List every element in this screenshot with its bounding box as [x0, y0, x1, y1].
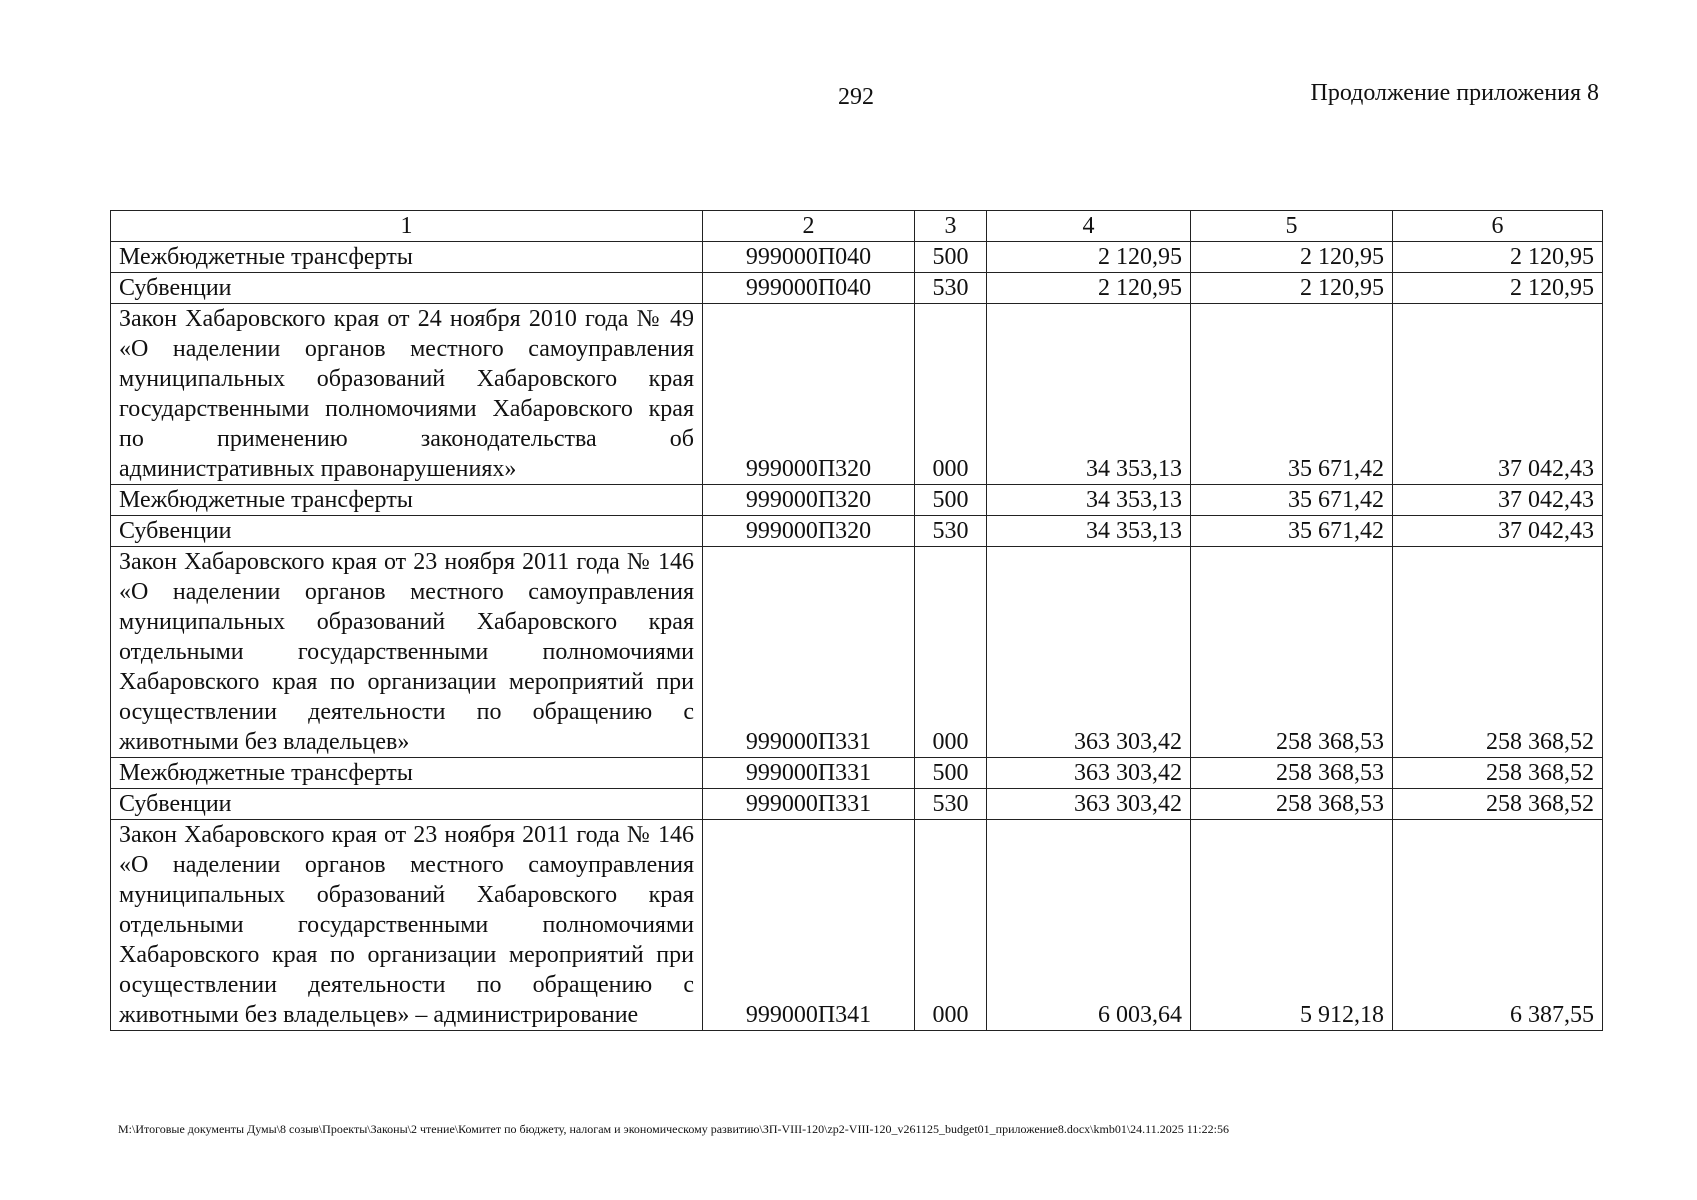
table-row: [111, 516, 1603, 547]
row-type: 500: [915, 485, 987, 516]
row-code: 999000П331: [703, 758, 915, 789]
row-value-4: 6 003,64: [987, 820, 1191, 1031]
row-name: Закон Хабаровского края от 24 ноября 2010 года № 49 «О наделении органов местного самоуправления муниципальных образований Хабаровского края государственными полномочиями Хабаровского края по применению законодательства об административных правонарушениях»: [111, 304, 703, 485]
table-row: [111, 820, 1603, 1031]
row-type: 530: [915, 789, 987, 820]
budget-table: [110, 210, 1603, 1031]
row-value-6: 258 368,52: [1393, 547, 1603, 758]
row-name: Закон Хабаровского края от 23 ноября 2011 года № 146 «О наделении органов местного самоуправления муниципальных образований Хабаровского края отдельными государственными полномочиями Хабаровского края по организации мероприятий при осуществлении деятельности по обращению с животными без владельцев» – администрирование: [111, 820, 703, 1031]
table-row: [111, 547, 1603, 758]
row-code: 999000П040: [703, 273, 915, 304]
row-value-6: 37 042,43: [1393, 304, 1603, 485]
row-name: Межбюджетные трансферты: [111, 758, 703, 789]
row-name: Субвенции: [111, 516, 703, 547]
footer-file-path: M:\Итоговые документы Думы\8 созыв\Проекты\Законы\2 чтение\Комитет по бюджету, налогам и экономическому развитию\ЗП-VIII-120\zp2-VIII-120_v261125_budget01_приложение8.docx\kmb01\24.11.2025 11:22:56: [118, 1122, 1229, 1136]
row-value-6: 37 042,43: [1393, 485, 1603, 516]
row-value-5: 35 671,42: [1191, 516, 1393, 547]
row-value-4: 363 303,42: [987, 547, 1191, 758]
row-value-4: 363 303,42: [987, 758, 1191, 789]
column-header: 5: [1191, 211, 1393, 242]
table-row: [111, 242, 1603, 273]
row-value-5: 2 120,95: [1191, 273, 1393, 304]
row-value-6: 37 042,43: [1393, 516, 1603, 547]
row-name: Субвенции: [111, 273, 703, 304]
column-header: 4: [987, 211, 1191, 242]
table-row: [111, 485, 1603, 516]
row-value-4: 34 353,13: [987, 516, 1191, 547]
row-type: 500: [915, 758, 987, 789]
row-code: 999000П320: [703, 516, 915, 547]
row-value-4: 34 353,13: [987, 304, 1191, 485]
row-value-6: 6 387,55: [1393, 820, 1603, 1031]
row-code: 999000П320: [703, 485, 915, 516]
row-type: 500: [915, 242, 987, 273]
row-code: 999000П341: [703, 820, 915, 1031]
row-code: 999000П331: [703, 547, 915, 758]
row-value-5: 35 671,42: [1191, 485, 1393, 516]
row-type: 000: [915, 304, 987, 485]
row-code: 999000П040: [703, 242, 915, 273]
table-row: [111, 758, 1603, 789]
column-header: 1: [111, 211, 703, 242]
row-value-6: 2 120,95: [1393, 273, 1603, 304]
row-code: 999000П320: [703, 304, 915, 485]
column-header: 3: [915, 211, 987, 242]
row-value-5: 258 368,53: [1191, 758, 1393, 789]
row-value-4: 2 120,95: [987, 273, 1191, 304]
table-header-row: [111, 211, 1603, 242]
row-type: 000: [915, 547, 987, 758]
row-value-6: 258 368,52: [1393, 758, 1603, 789]
row-name: Закон Хабаровского края от 23 ноября 2011 года № 146 «О наделении органов местного самоуправления муниципальных образований Хабаровского края отдельными государственными полномочиями Хабаровского края по организации мероприятий при осуществлении деятельности по обращению с животными без владельцев»: [111, 547, 703, 758]
row-type: 530: [915, 273, 987, 304]
row-value-6: 258 368,52: [1393, 789, 1603, 820]
row-value-4: 363 303,42: [987, 789, 1191, 820]
row-type: 000: [915, 820, 987, 1031]
row-type: 530: [915, 516, 987, 547]
continuation-label: Продолжение приложения 8: [1310, 80, 1599, 106]
table-row: [111, 304, 1603, 485]
column-header: 2: [703, 211, 915, 242]
page-number: 292: [838, 84, 874, 110]
table-row: [111, 789, 1603, 820]
table-row: [111, 273, 1603, 304]
column-header: 6: [1393, 211, 1603, 242]
row-name: Межбюджетные трансферты: [111, 242, 703, 273]
row-value-4: 34 353,13: [987, 485, 1191, 516]
row-value-5: 5 912,18: [1191, 820, 1393, 1031]
row-value-5: 2 120,95: [1191, 242, 1393, 273]
row-value-5: 35 671,42: [1191, 304, 1393, 485]
row-value-6: 2 120,95: [1393, 242, 1603, 273]
row-value-5: 258 368,53: [1191, 789, 1393, 820]
row-name: Субвенции: [111, 789, 703, 820]
row-code: 999000П331: [703, 789, 915, 820]
row-value-5: 258 368,53: [1191, 547, 1393, 758]
row-name: Межбюджетные трансферты: [111, 485, 703, 516]
row-value-4: 2 120,95: [987, 242, 1191, 273]
